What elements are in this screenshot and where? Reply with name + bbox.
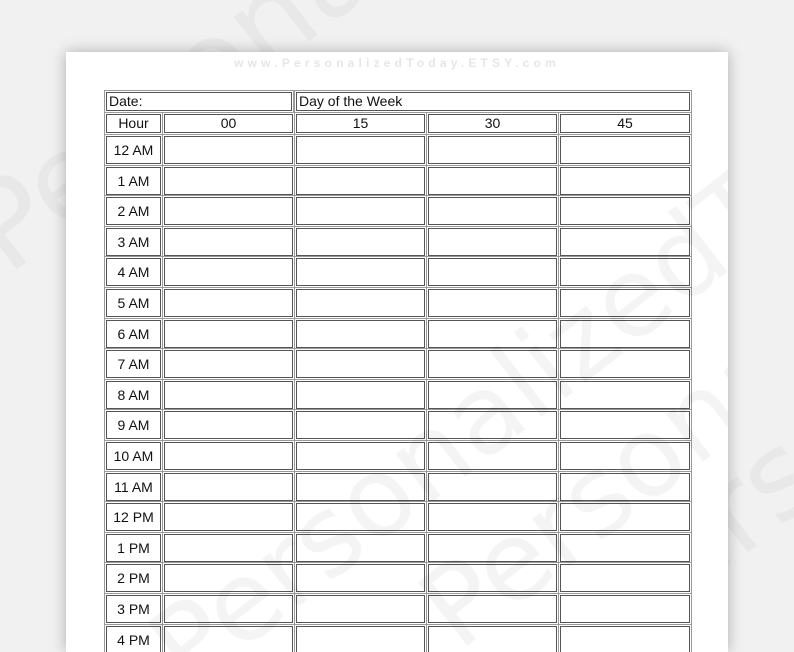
time-slot-cell[interactable] bbox=[164, 289, 293, 317]
hour-label: 12 AM bbox=[106, 136, 161, 164]
day-of-week-cell: Day of the Week bbox=[296, 92, 690, 111]
hour-label: 3 AM bbox=[106, 228, 161, 256]
hour-label: 4 AM bbox=[106, 258, 161, 286]
hour-header: Hour bbox=[106, 114, 161, 133]
time-slot-cell[interactable] bbox=[296, 228, 425, 256]
time-slot-cell[interactable] bbox=[560, 411, 690, 439]
time-slot-cell[interactable] bbox=[296, 167, 425, 195]
time-slot-cell[interactable] bbox=[296, 564, 425, 592]
time-slot-cell[interactable] bbox=[296, 626, 425, 652]
time-slot-cell[interactable] bbox=[296, 289, 425, 317]
time-slot-cell[interactable] bbox=[428, 289, 557, 317]
time-slot-cell[interactable] bbox=[428, 350, 557, 378]
minute-header-30: 30 bbox=[428, 114, 557, 133]
time-slot-cell[interactable] bbox=[296, 442, 425, 470]
time-slot-cell[interactable] bbox=[560, 564, 690, 592]
time-slot-cell[interactable] bbox=[164, 442, 293, 470]
hour-label: 11 AM bbox=[106, 473, 161, 501]
hour-label: 6 AM bbox=[106, 320, 161, 348]
planner-sheet bbox=[66, 52, 728, 652]
time-slot-cell[interactable] bbox=[296, 411, 425, 439]
time-slot-cell[interactable] bbox=[560, 626, 690, 652]
time-slot-cell[interactable] bbox=[428, 320, 557, 348]
hour-label: 7 AM bbox=[106, 350, 161, 378]
hour-label: 3 PM bbox=[106, 595, 161, 623]
time-slot-cell[interactable] bbox=[560, 228, 690, 256]
hour-label: 10 AM bbox=[106, 442, 161, 470]
time-slot-cell[interactable] bbox=[296, 258, 425, 286]
time-slot-cell[interactable] bbox=[164, 320, 293, 348]
hour-label: 9 AM bbox=[106, 411, 161, 439]
date-label-cell: Date: bbox=[106, 92, 292, 111]
time-slot-cell[interactable] bbox=[560, 320, 690, 348]
time-slot-cell[interactable] bbox=[164, 626, 293, 652]
time-slot-cell[interactable] bbox=[164, 197, 293, 225]
time-slot-cell[interactable] bbox=[428, 473, 557, 501]
time-slot-cell[interactable] bbox=[428, 442, 557, 470]
time-slot-cell[interactable] bbox=[428, 136, 557, 164]
time-slot-cell[interactable] bbox=[428, 595, 557, 623]
time-slot-cell[interactable] bbox=[296, 136, 425, 164]
time-slot-cell[interactable] bbox=[560, 167, 690, 195]
time-slot-cell[interactable] bbox=[560, 258, 690, 286]
time-slot-cell[interactable] bbox=[560, 381, 690, 409]
hour-label: 5 AM bbox=[106, 289, 161, 317]
time-slot-cell[interactable] bbox=[296, 197, 425, 225]
time-slot-cell[interactable] bbox=[296, 381, 425, 409]
time-slot-cell[interactable] bbox=[560, 350, 690, 378]
minute-header-15: 15 bbox=[296, 114, 425, 133]
time-slot-cell[interactable] bbox=[164, 503, 293, 531]
time-slot-cell[interactable] bbox=[164, 258, 293, 286]
time-slot-cell[interactable] bbox=[296, 503, 425, 531]
time-slot-cell[interactable] bbox=[560, 289, 690, 317]
time-slot-cell[interactable] bbox=[560, 473, 690, 501]
time-slot-cell[interactable] bbox=[560, 534, 690, 562]
time-slot-cell[interactable] bbox=[560, 595, 690, 623]
time-slot-cell[interactable] bbox=[164, 228, 293, 256]
minute-header-00: 00 bbox=[164, 114, 293, 133]
time-slot-cell[interactable] bbox=[428, 626, 557, 652]
hour-label: 1 AM bbox=[106, 167, 161, 195]
time-slot-cell[interactable] bbox=[296, 595, 425, 623]
time-slot-cell[interactable] bbox=[164, 564, 293, 592]
time-slot-cell[interactable] bbox=[428, 411, 557, 439]
site-url-watermark: www.PersonalizedToday.ETSY.com bbox=[234, 56, 560, 70]
time-slot-cell[interactable] bbox=[296, 473, 425, 501]
hour-label: 12 PM bbox=[106, 503, 161, 531]
time-slot-cell[interactable] bbox=[164, 473, 293, 501]
time-slot-cell[interactable] bbox=[428, 381, 557, 409]
time-slot-cell[interactable] bbox=[164, 136, 293, 164]
time-slot-cell[interactable] bbox=[428, 503, 557, 531]
time-slot-cell[interactable] bbox=[296, 534, 425, 562]
hour-label: 2 AM bbox=[106, 197, 161, 225]
time-slot-cell[interactable] bbox=[164, 411, 293, 439]
time-slot-cell[interactable] bbox=[428, 167, 557, 195]
time-slot-cell[interactable] bbox=[164, 595, 293, 623]
time-slot-cell[interactable] bbox=[428, 564, 557, 592]
minute-header-45: 45 bbox=[560, 114, 690, 133]
time-slot-cell[interactable] bbox=[560, 442, 690, 470]
hour-label: 4 PM bbox=[106, 626, 161, 652]
time-slot-cell[interactable] bbox=[164, 167, 293, 195]
time-slot-cell[interactable] bbox=[428, 258, 557, 286]
time-slot-cell[interactable] bbox=[428, 534, 557, 562]
time-slot-cell[interactable] bbox=[296, 320, 425, 348]
time-slot-cell[interactable] bbox=[560, 197, 690, 225]
time-slot-cell[interactable] bbox=[296, 350, 425, 378]
time-slot-cell[interactable] bbox=[428, 228, 557, 256]
time-slot-cell[interactable] bbox=[428, 197, 557, 225]
time-slot-cell[interactable] bbox=[560, 503, 690, 531]
hour-label: 8 AM bbox=[106, 381, 161, 409]
hour-label: 2 PM bbox=[106, 564, 161, 592]
hour-label: 1 PM bbox=[106, 534, 161, 562]
time-slot-cell[interactable] bbox=[164, 381, 293, 409]
time-slot-cell[interactable] bbox=[164, 534, 293, 562]
time-slot-cell[interactable] bbox=[560, 136, 690, 164]
time-slot-cell[interactable] bbox=[164, 350, 293, 378]
